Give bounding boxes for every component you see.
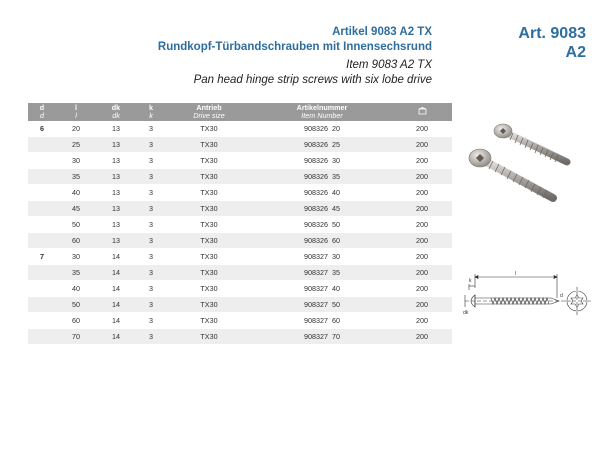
cell-k: 3 <box>136 185 166 201</box>
article-badge <box>518 24 586 62</box>
dim-label-dk: dk <box>463 310 469 316</box>
spec-table <box>28 103 452 345</box>
cell-qty: 200 <box>392 265 452 281</box>
title-en-description: Pan head hinge strip screws with six lobe drive <box>193 74 432 86</box>
cell-drive: TX30 <box>166 169 252 185</box>
cell-qty: 200 <box>392 313 452 329</box>
cell-dk: 13 <box>96 121 136 137</box>
cell-dk: 14 <box>96 265 136 281</box>
table-row <box>28 169 452 185</box>
cell-d <box>28 297 56 313</box>
cell-drive: TX30 <box>166 265 252 281</box>
cell-item: 908327 35 <box>252 265 392 281</box>
header-sublabel: dk <box>112 111 120 120</box>
cell-item: 908326 40 <box>252 185 392 201</box>
cell-dk: 14 <box>96 313 136 329</box>
cell-item: 908327 40 <box>252 281 392 297</box>
cell-item: 908326 45 <box>252 201 392 217</box>
cell-drive: TX30 <box>166 313 252 329</box>
cell-d <box>28 217 56 233</box>
header-sublabel: d <box>40 111 44 120</box>
table-row <box>28 265 452 281</box>
cell-dk: 13 <box>96 169 136 185</box>
cell-dk: 13 <box>96 233 136 249</box>
cell-item: 908327 70 <box>252 329 392 345</box>
header-label: k <box>149 103 153 112</box>
cell-item: 908327 30 <box>252 249 392 265</box>
table-row <box>28 329 452 345</box>
cell-k: 3 <box>136 169 166 185</box>
cell-drive: TX30 <box>166 329 252 345</box>
cell-k: 3 <box>136 201 166 217</box>
cell-item: 908326 20 <box>252 121 392 137</box>
cell-k: 3 <box>136 137 166 153</box>
table-row <box>28 297 452 313</box>
cell-k: 3 <box>136 313 166 329</box>
screw-photo <box>463 120 575 212</box>
cell-k: 3 <box>136 281 166 297</box>
cell-qty: 200 <box>392 217 452 233</box>
header-col-drive <box>166 103 252 121</box>
cell-drive: TX30 <box>166 281 252 297</box>
cell-qty: 200 <box>392 137 452 153</box>
article-material: A2 <box>565 44 586 61</box>
screw-technical-drawing <box>463 268 593 328</box>
header-col-package <box>392 103 452 121</box>
cell-k: 3 <box>136 249 166 265</box>
cell-drive: TX30 <box>166 217 252 233</box>
header-sublabel: l <box>75 111 77 120</box>
cell-qty: 200 <box>392 153 452 169</box>
cell-l: 50 <box>56 217 96 233</box>
table-row <box>28 233 452 249</box>
cell-l: 45 <box>56 201 96 217</box>
cell-l: 40 <box>56 281 96 297</box>
cell-k: 3 <box>136 121 166 137</box>
cell-l: 35 <box>56 265 96 281</box>
cell-d <box>28 153 56 169</box>
title-de-description: Rundkopf-Türbandschrauben mit Innensechsrund <box>157 41 432 53</box>
header-sublabel: Drive size <box>193 111 225 120</box>
cell-l: 70 <box>56 329 96 345</box>
cell-k: 3 <box>136 153 166 169</box>
cell-drive: TX30 <box>166 121 252 137</box>
cell-dk: 14 <box>96 249 136 265</box>
header-col-l <box>56 103 96 121</box>
cell-drive: TX30 <box>166 137 252 153</box>
cell-drive: TX30 <box>166 153 252 169</box>
header-sublabel: k <box>149 111 153 120</box>
cell-l: 25 <box>56 137 96 153</box>
cell-dk: 13 <box>96 153 136 169</box>
dim-label-k: k <box>469 278 472 284</box>
header-label: dk <box>111 103 121 112</box>
table-row <box>28 217 452 233</box>
cell-qty: 200 <box>392 249 452 265</box>
cell-l: 30 <box>56 249 96 265</box>
cell-k: 3 <box>136 233 166 249</box>
cell-qty: 200 <box>392 329 452 345</box>
cell-d <box>28 329 56 345</box>
cell-k: 3 <box>136 329 166 345</box>
table-row <box>28 185 452 201</box>
table-body <box>28 121 452 345</box>
cell-qty: 200 <box>392 233 452 249</box>
cell-dk: 13 <box>96 201 136 217</box>
header-col-k <box>136 103 166 121</box>
cell-d <box>28 265 56 281</box>
cell-dk: 14 <box>96 329 136 345</box>
cell-item: 908326 35 <box>252 169 392 185</box>
cell-l: 50 <box>56 297 96 313</box>
cell-item: 908326 30 <box>252 153 392 169</box>
table-row <box>28 281 452 297</box>
cell-item: 908326 25 <box>252 137 392 153</box>
cell-item: 908327 60 <box>252 313 392 329</box>
cell-drive: TX30 <box>166 297 252 313</box>
cell-d: 7 <box>28 249 56 265</box>
header-label: Antrieb <box>196 103 222 112</box>
title-en-item: Item 9083 A2 TX <box>346 59 432 71</box>
cell-qty: 200 <box>392 297 452 313</box>
screw-back <box>494 124 567 162</box>
header-col-d <box>28 103 56 121</box>
cell-d <box>28 185 56 201</box>
cell-d <box>28 233 56 249</box>
cell-d <box>28 313 56 329</box>
table-row <box>28 137 452 153</box>
cell-qty: 200 <box>392 201 452 217</box>
header-label: Artikelnummer <box>296 103 348 112</box>
table-row <box>28 313 452 329</box>
cell-dk: 13 <box>96 185 136 201</box>
cell-k: 3 <box>136 297 166 313</box>
cell-l: 60 <box>56 233 96 249</box>
cell-l: 40 <box>56 185 96 201</box>
table-header-row <box>28 103 452 121</box>
cell-drive: TX30 <box>166 185 252 201</box>
header-label: d <box>39 103 45 112</box>
cell-item: 908326 60 <box>252 233 392 249</box>
cell-drive: TX30 <box>166 249 252 265</box>
cell-item: 908327 50 <box>252 297 392 313</box>
cell-qty: 200 <box>392 281 452 297</box>
cell-d <box>28 137 56 153</box>
dim-label-d: d <box>560 293 563 299</box>
table-row <box>28 201 452 217</box>
cell-dk: 13 <box>96 137 136 153</box>
cell-k: 3 <box>136 265 166 281</box>
cell-dk: 14 <box>96 297 136 313</box>
article-number: Art. 9083 <box>518 25 586 42</box>
dim-label-l: l <box>515 271 517 277</box>
cell-d <box>28 281 56 297</box>
title-de-item: Artikel 9083 A2 TX <box>332 26 432 38</box>
cell-item: 908326 50 <box>252 217 392 233</box>
package-icon <box>418 107 427 115</box>
cell-d <box>28 201 56 217</box>
table-row <box>28 121 452 137</box>
cell-qty: 200 <box>392 121 452 137</box>
screw-front <box>469 149 553 198</box>
cell-l: 60 <box>56 313 96 329</box>
cell-drive: TX30 <box>166 201 252 217</box>
table-row <box>28 249 452 265</box>
cell-qty: 200 <box>392 169 452 185</box>
cell-l: 30 <box>56 153 96 169</box>
cell-l: 20 <box>56 121 96 137</box>
cell-drive: TX30 <box>166 233 252 249</box>
cell-d <box>28 169 56 185</box>
cell-dk: 13 <box>96 217 136 233</box>
cell-qty: 200 <box>392 185 452 201</box>
header-col-item-number <box>252 103 392 121</box>
cell-k: 3 <box>136 217 166 233</box>
cell-dk: 14 <box>96 281 136 297</box>
table-row <box>28 153 452 169</box>
header-col-dk <box>96 103 136 121</box>
cell-d: 6 <box>28 121 56 137</box>
cell-l: 35 <box>56 169 96 185</box>
header-label: l <box>75 103 77 112</box>
header-sublabel: Item Number <box>301 111 343 120</box>
